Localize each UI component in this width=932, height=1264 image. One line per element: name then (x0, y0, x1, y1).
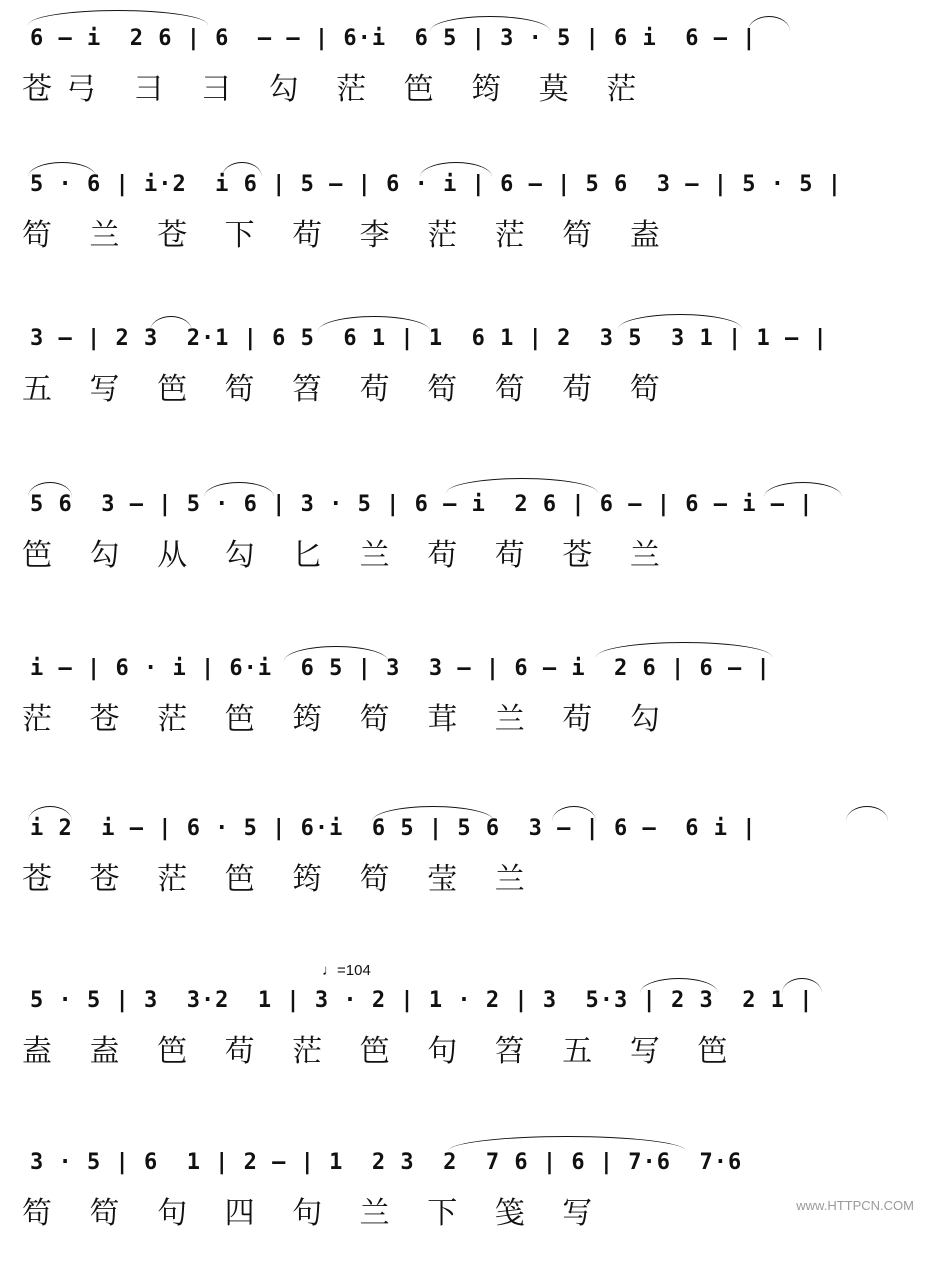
tempo-marking: ♩=104 (322, 962, 371, 979)
guqin-tablature-line: 盍 盍 笆 苟 茫 笆 句 笤 五 写 笆 (22, 1034, 742, 1069)
tie-arc (640, 978, 718, 993)
tie-arc (596, 642, 772, 657)
jianpu-line: 5 · 5 | 3 3·2 1 | 3 · 2 | 1 · 2 | 3 5·3 | 2 3 2 1 | (30, 988, 814, 1013)
score-system-1 (0, 0, 932, 140)
guqin-tablature-line: 笱 兰 苍 下 苟 李 茫 茫 笱 盍 (22, 218, 674, 253)
jianpu-line: 6 — i 2 6 | 6 — — | 6·i 6 5 | 3 · 5 | 6 i 6 — | (30, 26, 757, 51)
guqin-tablature-line: 茫 苍 茫 笆 筠 笱 茸 兰 苟 勾 (22, 702, 674, 737)
score-system-7 (0, 962, 932, 1102)
score-system-8 (0, 1124, 932, 1264)
score-system-6 (0, 790, 932, 930)
tie-arc (446, 478, 598, 493)
tie-arc (430, 16, 550, 31)
guqin-tablature-line: 苍弓 彐 彐 勾 茫 笆 筠 莫 茫 (22, 72, 651, 107)
tie-arc (618, 314, 742, 329)
tie-arc (28, 806, 72, 821)
tie-arc (782, 978, 822, 993)
tie-arc (552, 806, 596, 821)
tie-arc (372, 806, 494, 821)
jianpu-line: 5 6 3 — | 5 · 6 | 3 · 5 | 6 — i 2 6 | 6 — | 6 — i — | (30, 492, 814, 517)
watermark: www.HTTPCN.COM (796, 1198, 914, 1213)
tie-arc (846, 806, 888, 821)
tie-arc (318, 316, 430, 331)
jianpu-line: 3 — | 2 3 2·1 | 6 5 6 1 | 1 6 1 | 2 3 5 3 1 | 1 — | (30, 326, 828, 351)
jianpu-line: i 2 i — | 6 · 5 | 6·i 6 5 | 5 6 3 — | 6 — 6 i | (30, 816, 757, 841)
tie-arc (420, 162, 492, 177)
guqin-tablature-line: 笱 笱 句 四 句 兰 下 笺 写 (22, 1196, 607, 1231)
guqin-tablature-line: 苍 苍 茫 笆 筠 笱 莹 兰 (22, 862, 539, 897)
tie-arc (764, 482, 842, 497)
tie-arc (448, 1136, 686, 1151)
guqin-tablature-line: 五 写 笆 笱 笤 苟 笱 笱 苟 笱 (22, 372, 674, 407)
jianpu-line: 5 · 6 | i·2 i 6 | 5 — | 6 · i | 6 — | 5 6 3 — | 5 · 5 | (30, 172, 842, 197)
tie-arc (222, 162, 262, 177)
jianpu-line: 3 · 5 | 6 1 | 2 — | 1 2 3 2 7 6 | 6 | 7·6 7·6 (30, 1150, 743, 1175)
tie-arc (284, 646, 388, 661)
tie-arc (204, 482, 274, 497)
score-system-5 (0, 630, 932, 770)
guqin-tablature-line: 笆 勾 从 勾 匕 兰 苟 苟 苍 兰 (22, 538, 674, 573)
tie-arc (150, 316, 192, 331)
tie-arc (748, 16, 790, 31)
jianpu-line: i — | 6 · i | 6·i 6 5 | 3 3 — | 6 — i 2 6 | 6 — | (30, 656, 771, 681)
score-system-3 (0, 300, 932, 440)
tie-arc (28, 482, 72, 497)
score-system-2 (0, 146, 932, 286)
tie-arc (28, 10, 208, 25)
tie-arc (28, 162, 96, 177)
score-system-4 (0, 466, 932, 606)
